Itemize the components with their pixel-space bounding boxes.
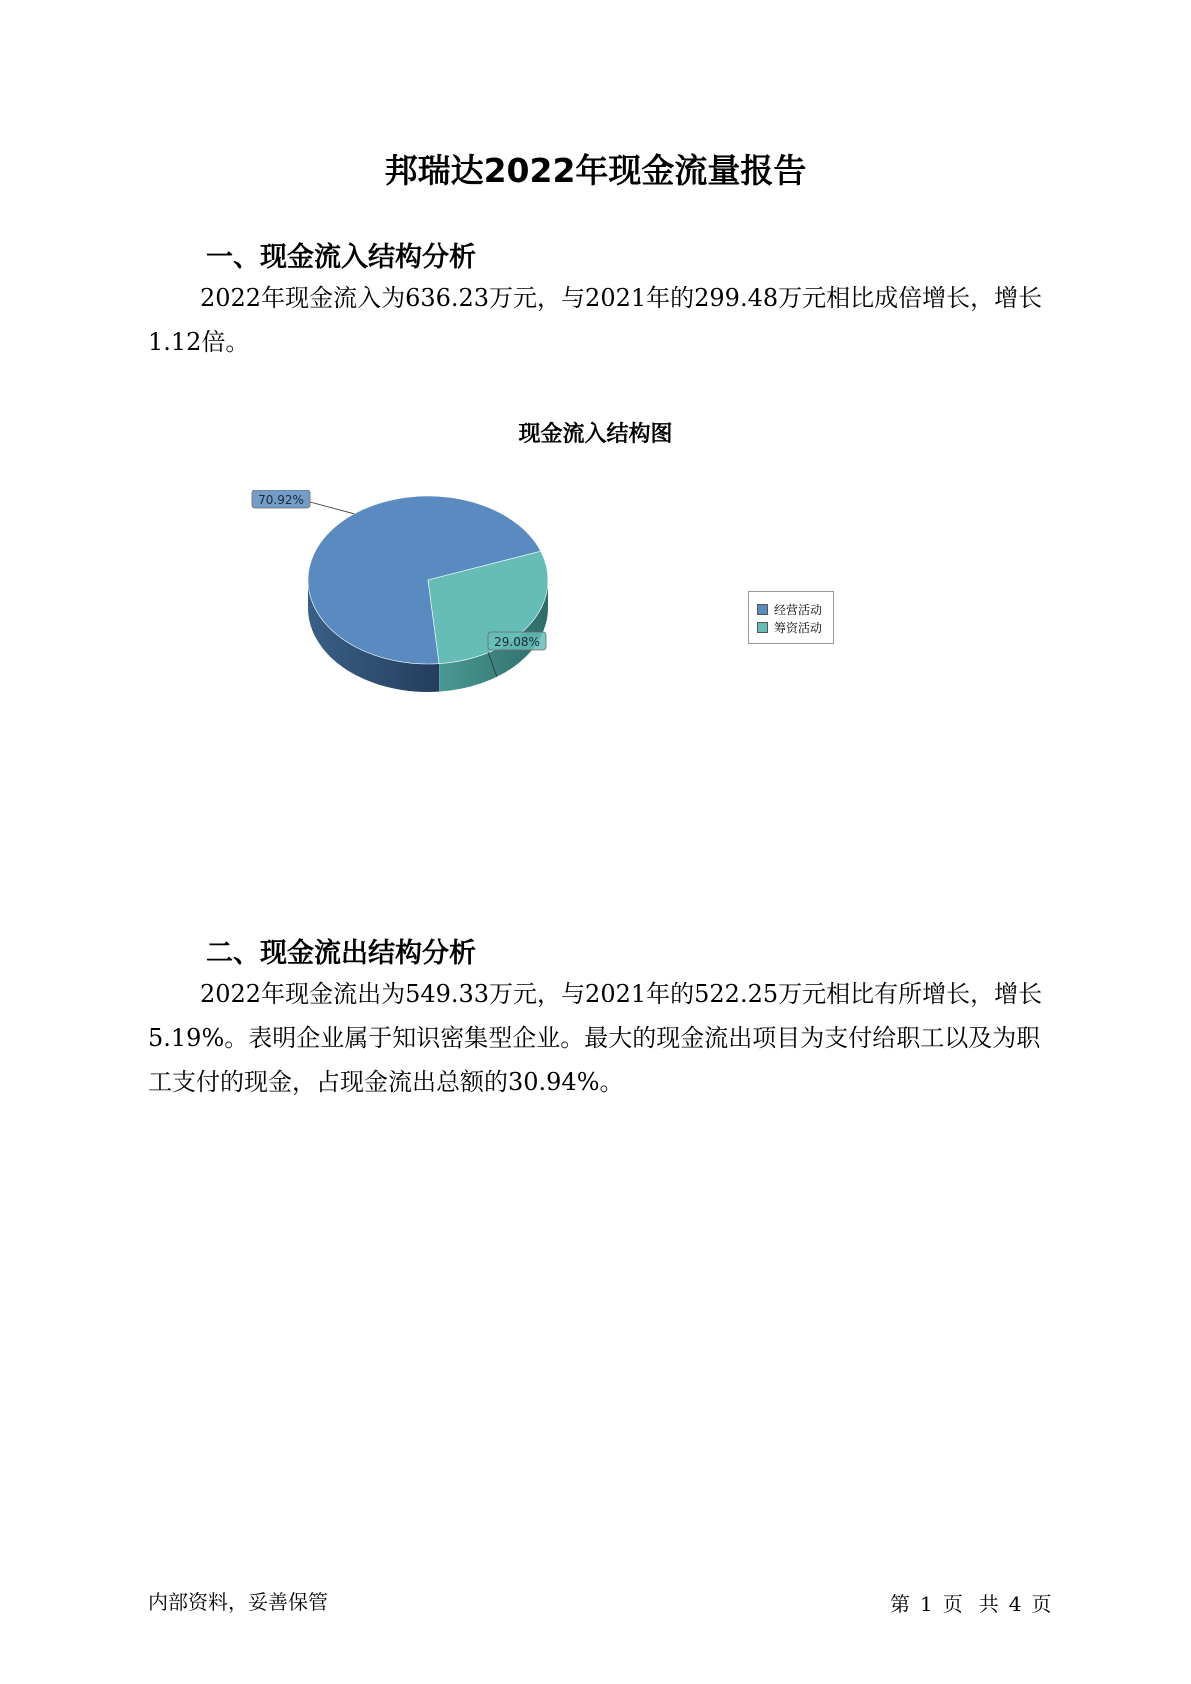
legend-label-financing: 筹资活动: [774, 620, 823, 635]
outflow-paragraph: 2022年现金流出为549.33万元，与2021年的522.25万元相比有所增长，增长5.19%。表明企业属于知识密集型企业。最大的现金流出项目为支付给职工以及为职工支付的现金，占现金流出总额的30.94%。: [148, 980, 1043, 1096]
legend-item-financing: [749, 618, 833, 636]
inflow-paragraph: 2022年现金流入为636.23万元，与2021年的299.48万元相比成倍增长，增长1.12倍。: [148, 284, 1043, 356]
page-label-total-prefix: 共: [978, 1592, 999, 1616]
chart-legend: [748, 591, 834, 644]
pie-label-leader-operating: [310, 502, 354, 514]
pie-data-label-operating: 70.92%: [258, 493, 304, 507]
pie-chart: [230, 490, 650, 730]
footer-confidential-note: 内部资料，妥善保管: [148, 1590, 328, 1614]
legend-swatch-operating: [757, 604, 768, 615]
legend-label-operating: 经营活动: [774, 602, 823, 617]
legend-swatch-financing: [757, 622, 768, 633]
page-number: [890, 1588, 1061, 1617]
pie-data-label-financing: 29.08%: [494, 635, 540, 649]
legend-item-operating: [749, 600, 833, 618]
page-label-prefix: 第: [890, 1592, 910, 1616]
section-heading-outflow: 二、现金流出结构分析: [206, 938, 476, 969]
page-total: 4: [1008, 1592, 1022, 1616]
page-label-mid: 页: [942, 1592, 963, 1616]
section-heading-inflow: 一、现金流入结构分析: [206, 242, 476, 273]
document-title: 邦瑞达2022年现金流量报告: [384, 151, 807, 190]
chart-title: 现金流入结构图: [518, 422, 673, 447]
page-current: 1: [920, 1592, 933, 1616]
page-label-suffix: 页: [1031, 1592, 1052, 1616]
